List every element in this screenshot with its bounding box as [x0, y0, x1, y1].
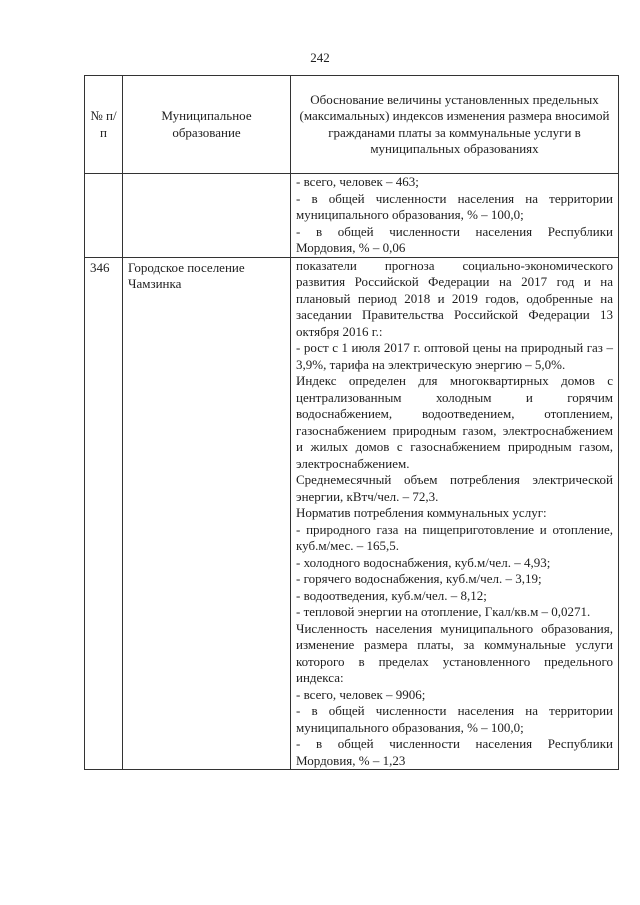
justification-paragraph: Норматив потребления коммунальных услуг: — [296, 505, 547, 520]
continuation-text-cell — [291, 174, 619, 258]
justification-paragraph: Среднемесячный объем потребления электрической энергии, кВтч/чел. – 72,3. — [296, 472, 613, 504]
justification-paragraph: - тепловой энергии на отопление, Гкал/кв.м – 0,0271. — [296, 604, 591, 619]
justification-paragraph: - холодного водоснабжения, куб.м/чел. – 4,93; — [296, 554, 551, 570]
tariff-index-table — [84, 75, 619, 770]
justification-paragraph: - природного газа на пищеприготовление и отопление, куб.м/мес. – 165,5. — [296, 521, 613, 553]
continuation-num-cell — [85, 174, 123, 258]
row-num: 346 — [85, 257, 123, 770]
row-justification — [291, 257, 619, 770]
continuation-line: - всего, человек – 463; — [296, 174, 419, 189]
justification-paragraph: показатели прогноза социально-экономического развития Российской Федерации на 2017 год и на плановый период 2018 и 2019 годов, одобренные на заседании Правительства Российской Федерации 13 октября 2016 г.: — [296, 257, 613, 339]
justification-paragraph: Численность населения муниципального образования, изменение размера платы, за коммунальные услуги которого в пределах установленного предельного индекса: — [296, 620, 613, 685]
header-justification: Обоснование величины установленных предельных (максимальных) индексов изменения размера вносимой гражданами платы за коммунальные услуги в муниципальных образованиях — [291, 76, 619, 174]
justification-paragraph: - рост с 1 июля 2017 г. оптовой цены на природный газ – 3,9%, тарифа на электрическую энергию – 5,0%. — [296, 340, 613, 372]
continuation-line: - в общей численности населения Республики Мордовия, % – 0,06 — [296, 223, 613, 255]
continuation-line: - в общей численности населения на территории муниципального образования, % – 100,0; — [296, 190, 613, 222]
table-header-row — [85, 76, 619, 174]
row-municipality: Городское поселение Чамзинка — [123, 257, 291, 770]
table-row — [85, 257, 619, 770]
justification-paragraph: - в общей численности населения на территории муниципального образования, % – 100,0; — [296, 703, 613, 735]
header-num: № п/п — [85, 76, 123, 174]
page-number: 242 — [310, 50, 330, 65]
justification-paragraph: - всего, человек – 9906; — [296, 686, 426, 702]
continuation-municipality-cell — [123, 174, 291, 258]
justification-paragraph: - горячего водоснабжения, куб.м/чел. – 3,19; — [296, 571, 542, 586]
header-municipality: Муниципальное образование — [123, 76, 291, 174]
justification-paragraph: - в общей численности населения Республики Мордовия, % – 1,23 — [296, 736, 613, 768]
justification-paragraph: Индекс определен для многоквартирных домов с централизованным холодным и горячим водоснабжением, водоотведением, отоплением, газоснабжением природным газом, электроснабжением и жилых домов с газоснабжением природным газом, электроснабжением. — [296, 373, 613, 471]
table-row-continuation — [85, 174, 619, 258]
justification-paragraph: - водоотведения, куб.м/чел. – 8,12; — [296, 587, 487, 603]
